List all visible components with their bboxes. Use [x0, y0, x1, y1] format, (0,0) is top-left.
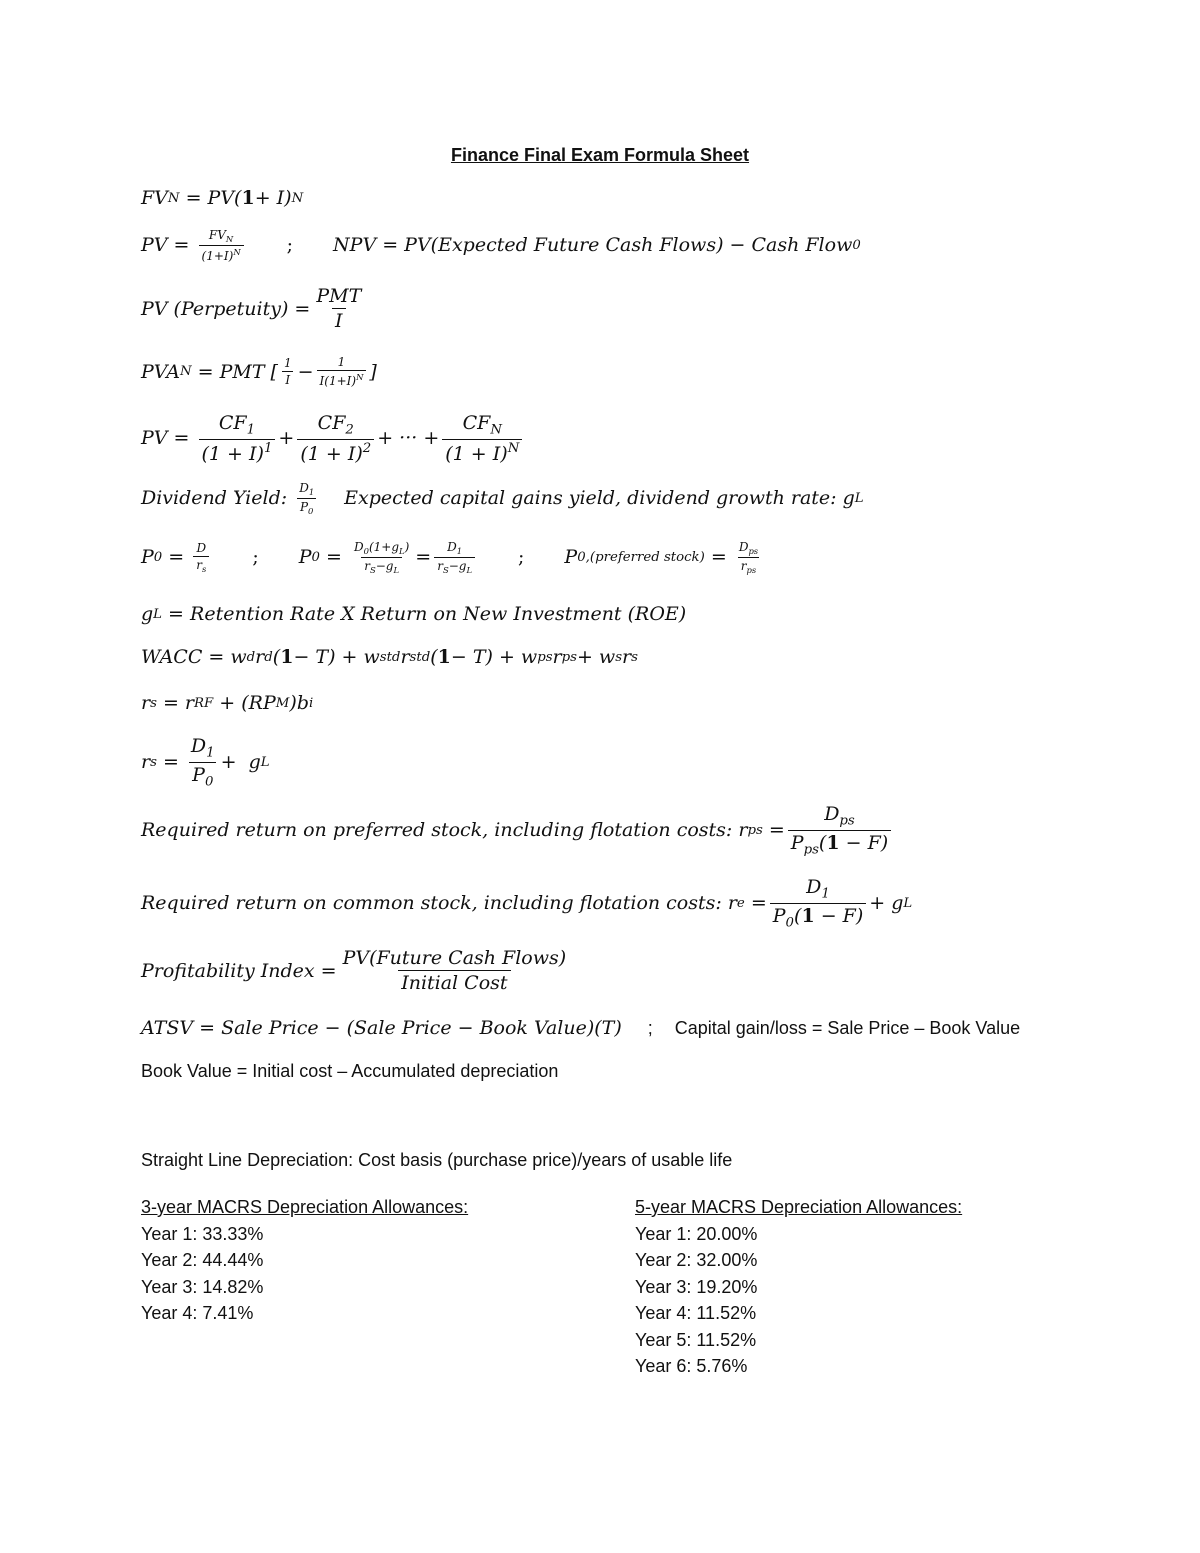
list-item: Year 5: 11.52%: [635, 1329, 757, 1350]
pi-denominator: Initial Cost: [398, 970, 510, 994]
preferred-return-formula: Required return on preferred stock, including flotation costs: r ps = $\frac{D_{ps}}{P_{ps}(1 - F)}$: [141, 803, 894, 857]
macrs-5-year-heading: 5-year MACRS Depreciation Allowances:: [635, 1197, 963, 1217]
macrs-3-year-heading: 3-year MACRS Depreciation Allowances:: [141, 1197, 469, 1217]
list-item: Year 3: 19.20%: [635, 1276, 758, 1297]
future-value-formula: FV N = PV( 1 + I) N: [141, 187, 304, 209]
list-item: Year 2: 44.44%: [141, 1250, 264, 1270]
book-value-text: Book Value = Initial cost – Accumulated depreciation: [141, 1061, 559, 1081]
list-item: Year 4: 7.41%: [141, 1303, 254, 1323]
capital-gain-loss-text: Capital gain/loss = Sale Price – Book Value: [674, 1017, 1021, 1038]
list-item: Year 4: 11.52%: [635, 1303, 757, 1323]
preferred-stock-subscript: (preferred stock): [589, 549, 705, 565]
pi-numerator: PV(Future Cash Flows): [342, 947, 567, 969]
profitability-index-label: Profitability Index =: [141, 959, 337, 982]
common-return-formula: Required return on common stock, including flotation costs: r e = $\frac{D_1}{P_0(1 - F)}$ + g L: [141, 876, 913, 931]
macrs-5-year-list: [635, 1194, 962, 1380]
perpetuity-label: Perpetuity: [180, 297, 281, 320]
list-item: Year 6: 5.76%: [635, 1356, 748, 1376]
wacc-formula: WACC = w d r d ( 1 − T) + w std r std ( 1 − T) + w ps r ps + w s r s: [141, 646, 638, 668]
perpetuity-formula: PV ( Perpetuity ) = $\frac{\text{PMT}}{I}$: [141, 285, 362, 332]
profitability-index-formula: [141, 947, 572, 994]
common-return-label: Required return on common stock, including flotation costs:: [141, 892, 722, 915]
dividend-yield-formula: Dividend Yield: $\frac{D_1}{P_0}$ Expected capital gains yield, dividend growth rate: g L: [141, 481, 864, 516]
capm-formula: r s = r RF + (RP M )b i: [141, 692, 314, 714]
dividend-yield-label: Dividend Yield:: [141, 487, 288, 510]
preferred-return-label: Required return on preferred stock, including flotation costs:: [141, 819, 733, 842]
atsv-formula: ATSV = Sale Price − (Sale Price − Book Value)(T) ; Capital gain/loss = Sale Price – Book Value: [141, 1017, 1021, 1039]
macrs-3-year-list: [141, 1194, 468, 1327]
list-item: Year 3: 14.82%: [141, 1276, 264, 1297]
growth-rate-formula: g L = Retention Rate X Return on New Investment (ROE): [141, 603, 687, 625]
page-title: Finance Final Exam Formula Sheet: [450, 145, 750, 165]
dividend-growth-return-formula: r s = $\frac{D_1}{P_0}$ + g L: [141, 735, 270, 790]
list-item: Year 2: 32.00%: [635, 1250, 758, 1270]
present-value-npv-formula: PV = $\frac{FV_N}{(1+I)^N}$ ; NPV = PV(Expected Future Cash Flows) − Cash Flow 0: [141, 228, 861, 263]
atsv-text: ATSV = Sale Price − (Sale Price − Book Value)(T): [141, 1017, 622, 1039]
annuity-formula: PVA N = PMT [ $\frac{1}{I}$ − $\frac{1}{I(1+I)^N}$ ]: [141, 355, 377, 389]
straight-line-depreciation-text: Straight Line Depreciation: Cost basis (purchase price)/years of usable life: [141, 1150, 733, 1170]
capital-gains-label: Expected capital gains yield, dividend growth rate:: [344, 487, 837, 510]
retention-label: Retention Rate X Return on New Investment (ROE): [190, 603, 687, 625]
stock-price-formulas: P 0 = $\frac{D}{r_s}$ ; P 0 = $\frac{D_0(1+g_L)}{r_S-g_L}$ = $\frac{D_1}{r_S-g_L}$ ; P 0,(preferred stock) = $\frac{D_{ps}}{r_{ps}}$: [141, 540, 759, 575]
cash-flow-pv-formula: PV = $\frac{CF_1}{(1 + I)^1}$ + $\frac{CF_2}{(1 + I)^2}$ + ··· + $\frac{CF_N}{(1 + I)^N}$: [141, 412, 525, 465]
list-item: Year 1: 20.00%: [635, 1223, 758, 1244]
list-item: Year 1: 33.33%: [141, 1223, 264, 1244]
npv-text: NPV = PV(Expected Future Cash Flows) − Cash Flow: [333, 234, 853, 257]
